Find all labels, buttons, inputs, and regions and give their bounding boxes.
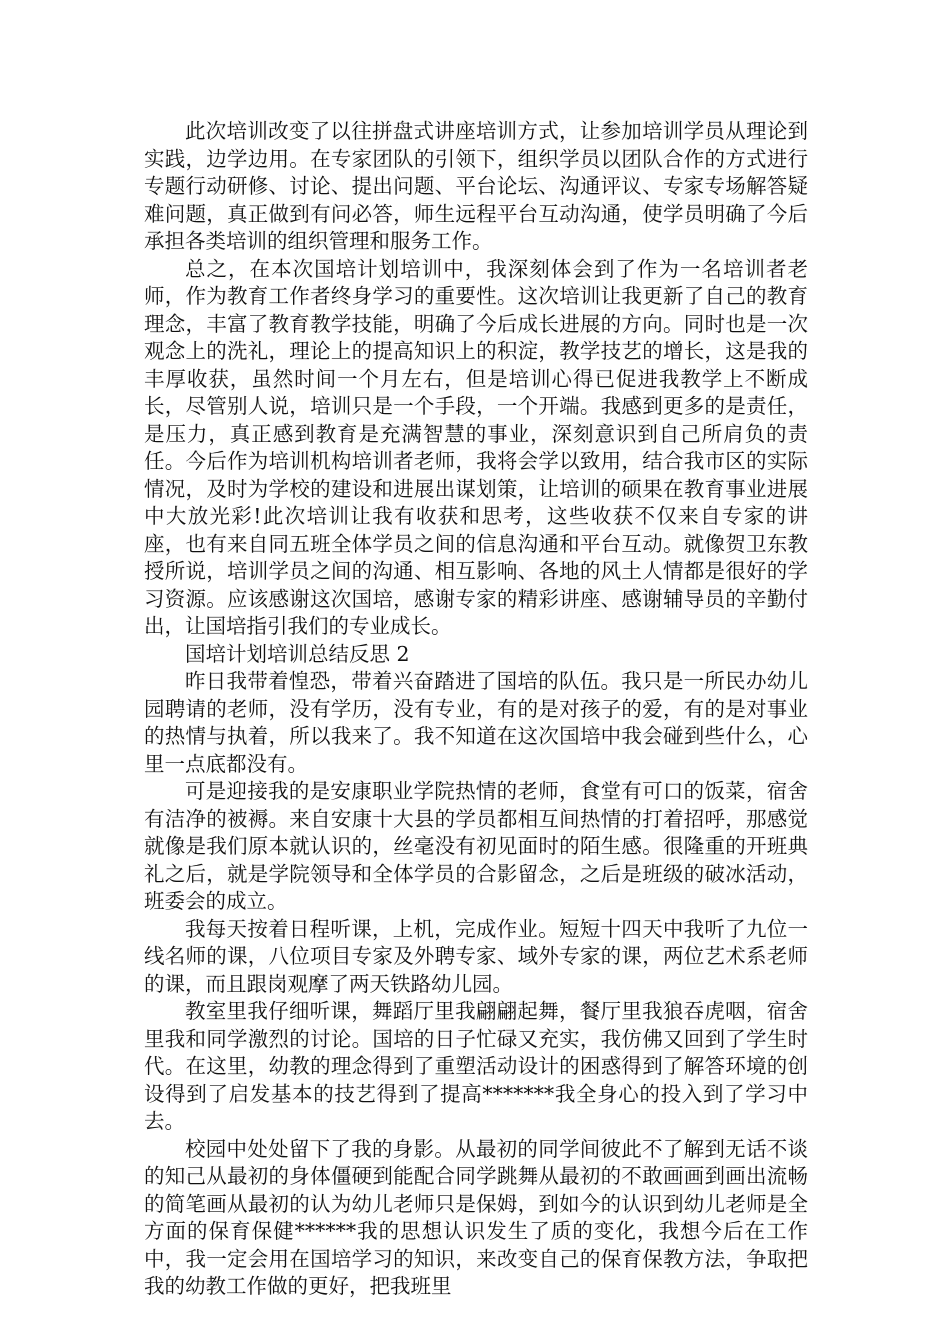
paragraph-classroom: 教室里我仔细听课，舞蹈厅里我翩翩起舞，餐厅里我狼吞虎咽，宿舍里我和同学激烈的讨论。国培的日子忙碌又充实，我仿佛又回到了学生时代。在这里，幼教的理念得到了重塑活动设计的困惑得到了解答环境的创设得到了启发基本的技艺得到了提高*******我全身心的投入到了学习中去。 bbox=[144, 999, 808, 1133]
paragraph-schedule: 我每天按着日程听课，上机，完成作业。短短十四天中我听了九位一线名师的课，八位项目专家及外聘专家、域外专家的课，两位艺术系老师的课，而且跟岗观摩了两天铁路幼儿园。 bbox=[144, 916, 808, 996]
paragraph-campus: 校园中处处留下了我的身影。从最初的同学间彼此不了解到无话不谈的知己从最初的身体僵硬到能配合同学跳舞从最初的不敢画画到画出流畅的简笔画从最初的认为幼儿老师只是保姆，到如今的认识到幼儿老师是全方面的保育保健******我的思想认识发生了质的变化，我想今后在工作中，我一定会用在国培学习的知识，来改变自己的保育保教方法，争取把我的幼教工作做的更好，把我班里 bbox=[144, 1136, 808, 1298]
paragraph-summary: 总之，在本次国培计划培训中，我深刻体会到了作为一名培训者老师，作为教育工作者终身学习的重要性。这次培训让我更新了自己的教育理念，丰富了教育教学技能，明确了今后成长进展的方向。同时也是一次观念上的洗礼，理论上的提高知识上的积淀，教学技艺的增长，这是我的丰厚收获，虽然时间一个月左右，但是培训心得已促进我教学上不断成长，尽管别人说，培训只是一个手段，一个开端。我感到更多的是责任，是压力，真正感到教育是充满智慧的事业，深刻意识到自己所肩负的责任。今后作为培训机构培训者老师，我将会学以致用，结合我市区的实际情况，及时为学校的建设和进展出谋划策，让培训的硕果在教育事业进展中大放光彩!此次培训让我有收获和思考，这些收获不仅来自专家的讲座，也有来自同五班全体学员之间的信息沟通和平台互动。就像贺卫东教授所说，培训学员之间的沟通、相互影响、各地的风土人情都是很好的学习资源。应该感谢这次国培，感谢专家的精彩讲座、感谢辅导员的辛勤付出，让国培指引我们的专业成长。 bbox=[144, 256, 808, 638]
paragraph-training-method: 此次培训改变了以往拼盘式讲座培训方式，让参加培训学员从理论到实践，边学边用。在专家团队的引领下，组织学员以团队合作的方式进行专题行动研修、讨论、提出问题、平台论坛、沟通评议、专家专场解答疑难问题，真正做到有问必答，师生远程平台互动沟通，使学员明确了今后承担各类培训的组织管理和服务工作。 bbox=[144, 119, 808, 253]
paragraph-welcome: 可是迎接我的是安康职业学院热情的老师，食堂有可口的饭菜，宿舍有洁净的被褥。来自安康十大县的学员都相互间热情的打着招呼，那感觉就像是我们原本就认识的，丝毫没有初见面时的陌生感。很隆重的开班典礼之后，就是学院领导和全体学员的合影留念，之后是班级的破冰活动，班委会的成立。 bbox=[144, 779, 808, 913]
section-heading: 国培计划培训总结反思 2 bbox=[185, 641, 410, 666]
document-page bbox=[144, 118, 808, 1301]
paragraph-arrival: 昨日我带着惶恐，带着兴奋踏进了国培的队伍。我只是一所民办幼儿园聘请的老师，没有学历，没有专业，有的是对孩子的爱，有的是对事业的热情与执着，所以我来了。我不知道在这次国培中我会碰到些什么，心里一点底都没有。 bbox=[144, 669, 808, 776]
